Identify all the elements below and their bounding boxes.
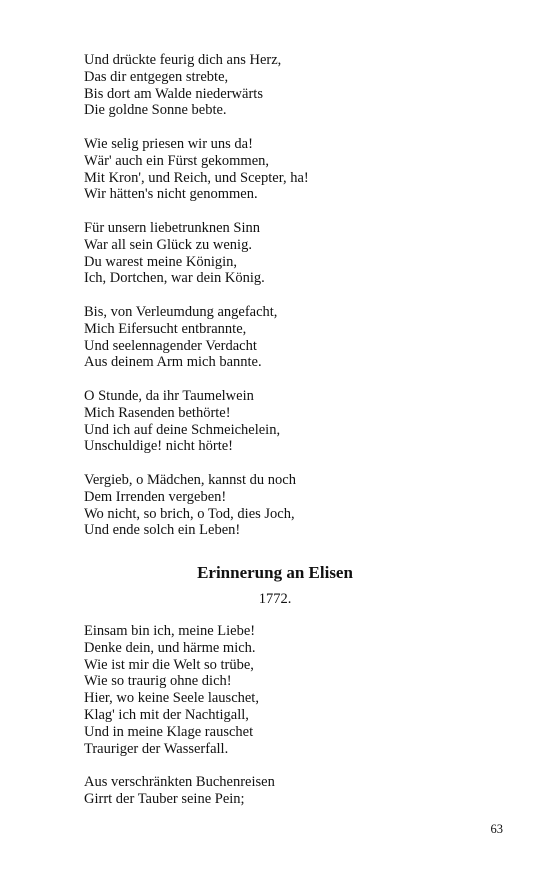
continued-poem bbox=[84, 52, 484, 539]
poem-year: 1772. bbox=[258, 591, 292, 607]
verse-line: Vergieb, o Mädchen, kannst du noch bbox=[84, 471, 296, 488]
verse-line: Wir hätten's nicht genommen. bbox=[84, 186, 258, 203]
verse-line: Ich, Dortchen, war dein König. bbox=[84, 270, 265, 287]
verse-line: Für unsern liebetrunknen Sinn bbox=[84, 219, 260, 236]
verse-line: Wo nicht, so brich, o Tod, dies Joch, bbox=[84, 505, 295, 522]
verse-line: Wie so traurig ohne dich! bbox=[84, 673, 232, 690]
stanza bbox=[84, 774, 484, 808]
verse-line: Die goldne Sonne bebte. bbox=[84, 102, 227, 119]
verse-line: Mich Rasenden bethörte! bbox=[84, 404, 231, 421]
verse-line: Und seelennagender Verdacht bbox=[84, 337, 257, 354]
verse-line: Wär' auch ein Fürst gekommen, bbox=[84, 152, 270, 169]
verse-line: Hier, wo keine Seele lauschet, bbox=[84, 690, 259, 707]
stanza bbox=[84, 304, 484, 371]
verse-line: Aus verschränkten Buchenreisen bbox=[84, 774, 275, 791]
verse-line: Du warest meine Königin, bbox=[84, 253, 238, 270]
verse-line: Wie ist mir die Welt so trübe, bbox=[84, 656, 254, 673]
verse-line: Wie selig priesen wir uns da! bbox=[84, 135, 253, 152]
verse-line: Denke dein, und härme mich. bbox=[84, 639, 256, 656]
verse-line: Das dir entgegen strebte, bbox=[84, 68, 229, 85]
stanza bbox=[84, 136, 484, 203]
stanza bbox=[84, 220, 484, 287]
stanza bbox=[84, 388, 484, 455]
verse-line: Und ich auf deine Schmeichelein, bbox=[84, 421, 281, 438]
verse-line: Mit Kron', und Reich, und Scepter, ha! bbox=[84, 169, 309, 186]
verse-line: Klag' ich mit der Nachtigall, bbox=[84, 706, 249, 723]
verse-line: War all sein Glück zu wenig. bbox=[84, 236, 252, 253]
verse-line: Und in meine Klage rauschet bbox=[84, 723, 254, 740]
poem-title: Erinnerung an Elisen bbox=[197, 563, 353, 582]
verse-line: Einsam bin ich, meine Liebe! bbox=[84, 623, 256, 639]
verse-line: O Stunde, da ihr Taumelwein bbox=[84, 387, 254, 404]
stanza bbox=[84, 472, 484, 539]
verse-line: Und ende solch ein Leben! bbox=[84, 522, 241, 539]
verse-line: Bis dort am Walde niederwärts bbox=[84, 85, 263, 102]
verse-line: Mich Eifersucht entbrannte, bbox=[84, 320, 247, 337]
verse-line: Dem Irrenden vergeben! bbox=[84, 488, 227, 505]
stanza bbox=[84, 52, 484, 119]
verse-line: Und drückte feurig dich ans Herz, bbox=[84, 52, 282, 68]
next-poem bbox=[84, 623, 484, 808]
verse-line: Unschuldige! nicht hörte! bbox=[84, 438, 233, 455]
stanza bbox=[84, 623, 484, 757]
page-number: 63 bbox=[490, 822, 503, 836]
verse-line: Bis, von Verleumdung angefacht, bbox=[84, 303, 278, 320]
verse-line: Girrt der Tauber seine Pein; bbox=[84, 790, 245, 807]
verse-line: Trauriger der Wasserfall. bbox=[84, 740, 229, 757]
verse-line: Aus deinem Arm mich bannte. bbox=[84, 354, 262, 371]
